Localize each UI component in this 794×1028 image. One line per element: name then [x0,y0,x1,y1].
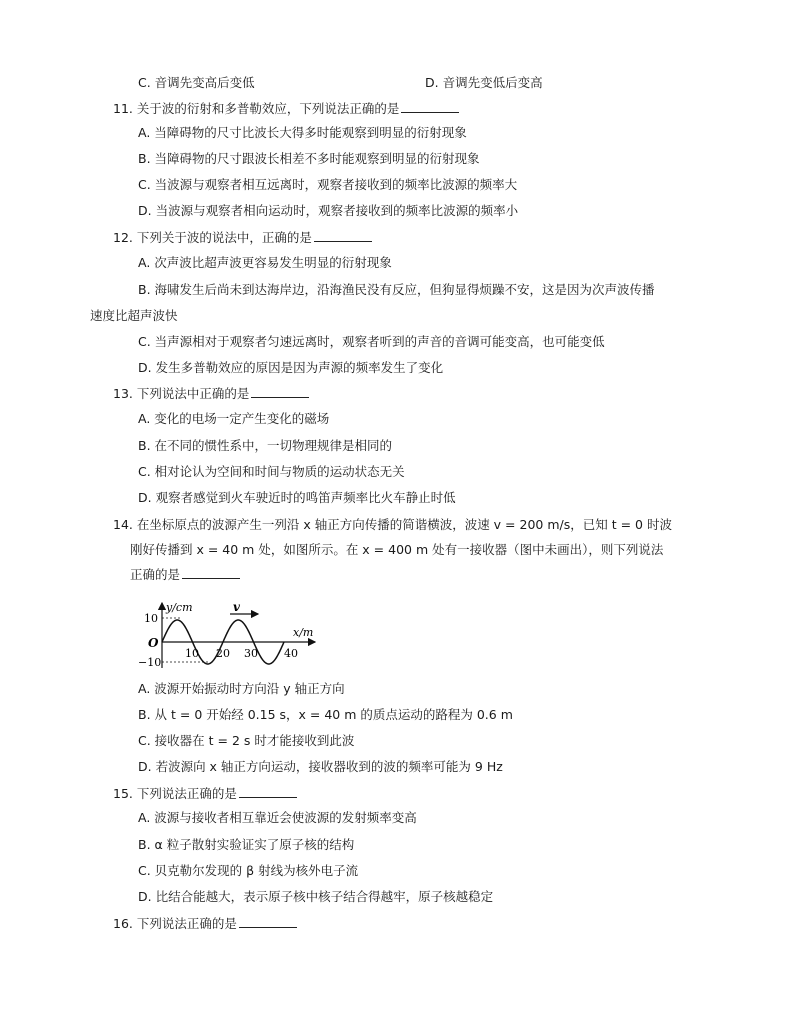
origin-label: O [148,636,159,650]
q14-stem-line-3 [130,566,240,584]
wave-graph [138,600,318,670]
answer-blank [239,915,297,928]
x-tick-20: 20 [216,647,230,660]
answer-blank [314,229,372,242]
q14-option-d: D. 若波源向 x 轴正方向运动，接收器收到的波的频率可能为 9 Hz [138,759,503,774]
q15-stem [113,785,297,803]
answer-blank [239,785,297,798]
q11-stem [113,100,459,118]
q15-stem-text: 15. 下列说法正确的是 [113,786,237,801]
q16-stem [113,915,297,933]
q12-stem-text: 12. 下列关于波的说法中，正确的是 [113,230,312,245]
q13-option-d: D. 观察者感觉到火车驶近时的鸣笛声频率比火车静止时低 [138,490,456,505]
q11-option-d: D. 当波源与观察者相向运动时，观察者接收到的频率比波源的频率小 [138,203,519,218]
velocity-label: v [233,600,240,614]
q10-option-d: D. 音调先变低后变高 [425,75,543,90]
q14-stem-text: 正确的是 [130,567,181,582]
q13-stem-text: 13. 下列说法中正确的是 [113,386,250,401]
q15-option-b: B. α 粒子散射实验证实了原子核的结构 [138,837,355,852]
q14-option-a: A. 波源开始振动时方向沿 y 轴正方向 [138,681,345,696]
q13-option-b: B. 在不同的惯性系中，一切物理规律是相同的 [138,438,393,453]
q14-option-c: C. 接收器在 t = 2 s 时才能接收到此波 [138,733,355,748]
y-tick-10: 10 [144,612,158,625]
x-tick-10: 10 [185,647,199,660]
x-tick-40: 40 [284,647,298,660]
q12-option-a: A. 次声波比超声波更容易发生明显的衍射现象 [138,255,392,270]
answer-blank [182,566,240,579]
q13-option-a: A. 变化的电场一定产生变化的磁场 [138,411,330,426]
q13-stem [113,385,309,403]
q13-option-c: C. 相对论认为空间和时间与物质的运动状态无关 [138,464,405,479]
q15-option-d: D. 比结合能越大，表示原子核中核子结合得越牢，原子核越稳定 [138,889,494,904]
answer-blank [401,100,459,113]
q12-option-d: D. 发生多普勒效应的原因是因为声源的频率发生了变化 [138,360,444,375]
q16-stem-text: 16. 下列说法正确的是 [113,916,237,931]
q15-option-a: A. 波源与接收者相互靠近会使波源的发射频率变高 [138,810,417,825]
q14-stem-line-1: 14. 在坐标原点的波源产生一列沿 x 轴正方向传播的简谐横波，波速 v = 200 m/s，已知 t = 0 时波 [113,517,672,532]
q11-option-b: B. 当障碍物的尺寸跟波长相差不多时能观察到明显的衍射现象 [138,151,480,166]
q14-option-b: B. 从 t = 0 开始经 0.15 s，x = 40 m 的质点运动的路程为 0.6 m [138,707,513,722]
q14-stem-line-2: 刚好传播到 x = 40 m 处，如图所示。在 x = 400 m 处有一接收器（图中未画出），则下列说法 [130,542,664,557]
q11-option-a: A. 当障碍物的尺寸比波长大得多时能观察到明显的衍射现象 [138,125,467,140]
x-axis-label: x/m [293,626,314,639]
q12-option-b: B. 海啸发生后尚未到达海岸边，沿海渔民没有反应，但狗显得烦躁不安，这是因为次声波传播 [138,282,655,297]
y-tick-minus-10: −10 [138,656,162,669]
q15-option-c: C. 贝克勒尔发现的 β 射线为核外电子流 [138,863,359,878]
answer-blank [251,385,309,398]
wave-graph-svg [138,600,318,670]
q12-stem [113,229,372,247]
q12-option-b-continued: 速度比超声波快 [90,308,178,323]
q10-option-c: C. 音调先变高后变低 [138,75,255,90]
q11-stem-text: 11. 关于波的衍射和多普勒效应，下列说法正确的是 [113,101,400,116]
q12-option-c: C. 当声源相对于观察者匀速远离时，观察者听到的声音的音调可能变高，也可能变低 [138,334,605,349]
q11-option-c: C. 当波源与观察者相互远离时，观察者接收到的频率比波源的频率大 [138,177,518,192]
y-axis-label: y/cm [166,601,193,614]
x-tick-30: 30 [244,647,258,660]
